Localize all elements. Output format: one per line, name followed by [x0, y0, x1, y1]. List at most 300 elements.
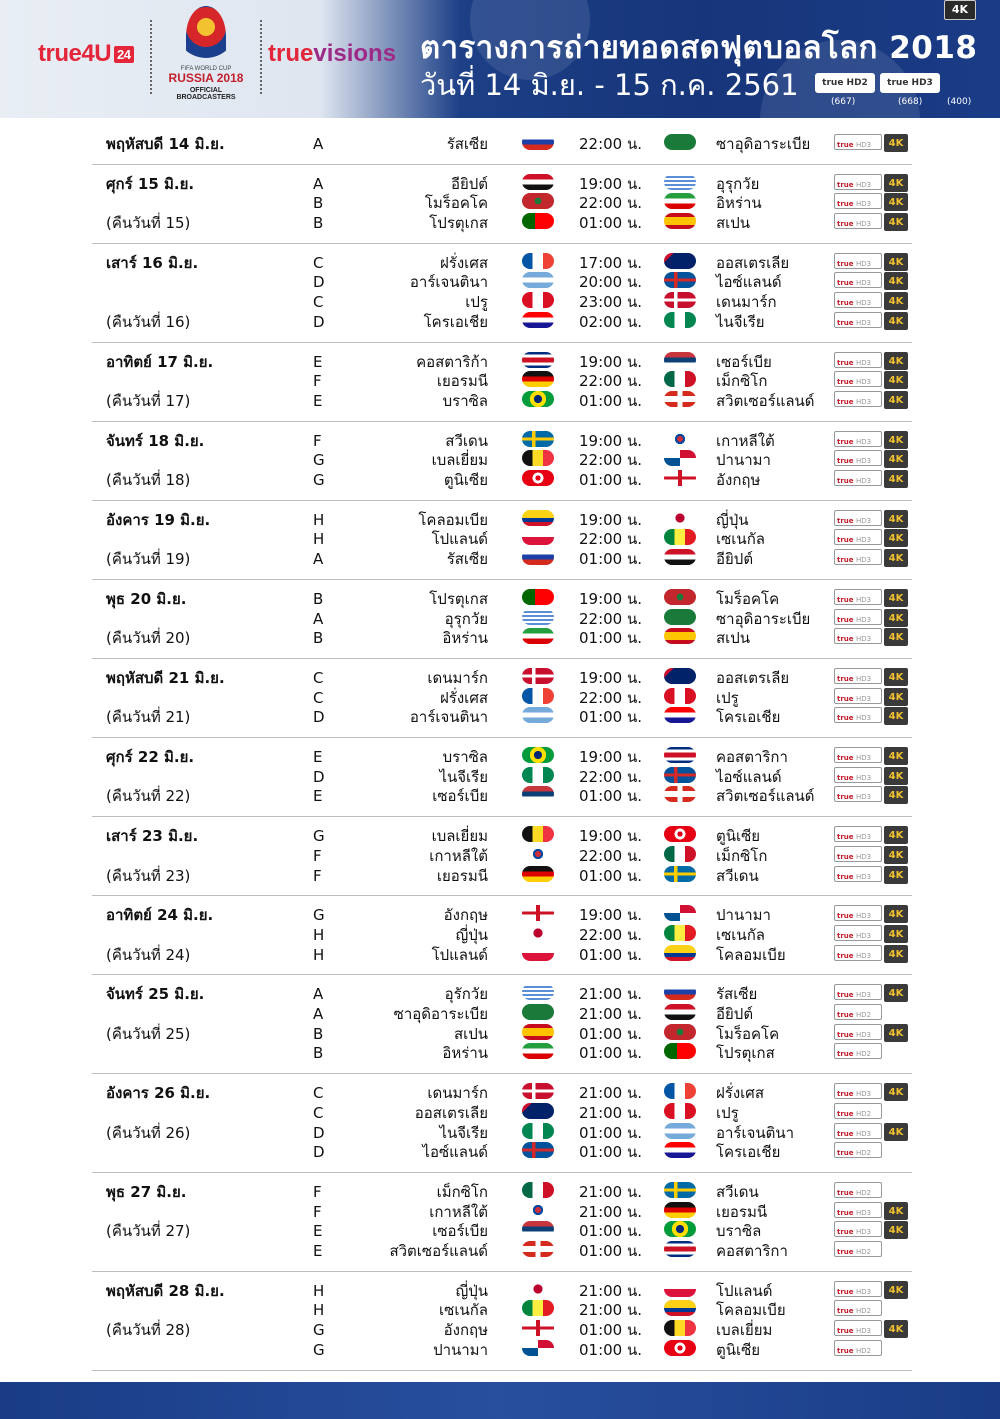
kickoff-time: 01:00 น.	[579, 629, 643, 648]
group-letter: F	[313, 866, 322, 885]
england-flag-icon	[664, 470, 696, 486]
channel-code: HD3	[855, 200, 872, 209]
channel-brand: true	[837, 397, 854, 406]
kickoff-time: 22:00 น.	[579, 609, 643, 628]
group-letter: C	[313, 688, 324, 707]
france-flag-icon	[522, 253, 554, 269]
kickoff-time: 01:00 น.	[579, 1143, 643, 1162]
kickoff-time: 22:00 น.	[579, 372, 643, 391]
away-team: ออสเตรเลีย	[716, 669, 790, 687]
match-row	[92, 312, 912, 332]
channel-4k-icon: 4K	[884, 213, 908, 231]
portugal-flag-icon	[664, 1043, 696, 1059]
match-row	[92, 174, 912, 194]
kickoff-time: 21:00 น.	[579, 1281, 643, 1300]
belgium-flag-icon	[664, 1320, 696, 1336]
kickoff-time: 19:00 น.	[579, 827, 643, 846]
away-team: ญี่ปุ่น	[716, 510, 749, 529]
channel-4k-icon: 4K	[884, 549, 908, 567]
home-team: อียิปต์	[450, 174, 488, 193]
kickoff-time: 21:00 น.	[579, 1005, 643, 1024]
poland-flag-icon	[664, 1281, 696, 1297]
home-team: สเปน	[453, 1024, 488, 1043]
match-row	[92, 371, 912, 391]
match-row	[92, 707, 912, 727]
match-row	[92, 628, 912, 648]
spain-flag-icon	[664, 628, 696, 644]
group-letter: D	[313, 1143, 325, 1162]
argentina-flag-icon	[522, 272, 554, 288]
away-team: เม็กซิโก	[716, 846, 768, 865]
home-team: ไอซ์แลนด์	[422, 1143, 488, 1162]
match-row	[92, 1182, 912, 1202]
group-letter: F	[313, 372, 322, 391]
channel-4k-icon: 4K	[884, 529, 908, 547]
channel-4k-icon: 4K	[884, 312, 908, 330]
home-team: รัสเซีย	[446, 550, 488, 569]
day-block	[92, 741, 912, 817]
away-team: สวีเดน	[716, 866, 759, 885]
group-letter: B	[313, 1044, 324, 1063]
channel-4k-icon: 4K	[884, 866, 908, 884]
channel-4k-icon: 4K	[884, 707, 908, 725]
channel-code: HD3	[855, 1090, 872, 1099]
colombia-flag-icon	[664, 1300, 696, 1316]
away-team: โปรตุเกส	[716, 1044, 775, 1063]
channel-brand: true	[837, 635, 854, 644]
kickoff-time: 22:00 น.	[579, 688, 643, 707]
channel-code: HD2	[855, 1149, 872, 1158]
channel-code: HD3	[855, 694, 872, 703]
channel-code: HD3	[855, 437, 872, 446]
channel-4k-icon: 4K	[884, 767, 908, 785]
night-note: (คืนวันที่ 26)	[106, 1123, 191, 1142]
peru-flag-icon	[522, 292, 554, 308]
channel-code: HD3	[855, 951, 872, 960]
group-letter: B	[313, 1024, 324, 1043]
channel-code: HD3	[855, 358, 872, 367]
away-team: ออสเตรเลีย	[716, 253, 790, 272]
denmark-flag-icon	[664, 292, 696, 308]
serbia-flag-icon	[664, 352, 696, 368]
match-date: อังคาร 19 มิ.ย.	[106, 510, 211, 529]
kickoff-time: 22:00 น.	[579, 530, 643, 549]
match-row	[92, 431, 912, 451]
channel-hd3-icon	[834, 945, 882, 961]
match-row	[92, 826, 912, 846]
match-row	[92, 1202, 912, 1222]
egypt-flag-icon	[522, 174, 554, 190]
day-block	[92, 128, 912, 165]
channel-hd3-icon	[834, 391, 882, 407]
channel-code: HD3	[855, 477, 872, 486]
morocco-flag-icon	[664, 589, 696, 605]
channel-badge-4k: 4K	[944, 0, 976, 20]
night-note: (คืนวันที่ 20)	[106, 629, 191, 648]
kickoff-time: 23:00 น.	[579, 293, 643, 312]
channel-4k-icon: 4K	[884, 1221, 908, 1239]
channel-code: HD3	[855, 457, 872, 466]
denmark-flag-icon	[522, 668, 554, 684]
channel-brand: true	[837, 556, 854, 565]
match-row	[92, 866, 912, 886]
away-team: เซเนกัล	[716, 925, 765, 944]
channel-hd2-icon	[834, 1103, 882, 1119]
iceland-flag-icon	[664, 272, 696, 288]
group-letter: A	[313, 609, 324, 628]
channel-hd2-icon	[834, 1004, 882, 1020]
channel-hd3-icon	[834, 786, 882, 802]
day-block	[92, 978, 912, 1074]
match-row	[92, 1281, 912, 1301]
match-date: ศุกร์ 22 มิ.ย.	[106, 748, 195, 767]
group-letter: G	[313, 451, 325, 470]
away-team: คอสตาริกา	[716, 748, 788, 767]
kickoff-time: 22:00 น.	[579, 451, 643, 470]
day-block	[92, 1077, 912, 1173]
channel-4k-icon: 4K	[884, 747, 908, 765]
group-letter: D	[313, 312, 325, 331]
away-team: โมร็อคโค	[716, 589, 780, 608]
match-row	[92, 609, 912, 629]
group-letter: A	[313, 550, 324, 569]
channel-4k-icon: 4K	[884, 1202, 908, 1220]
germany-flag-icon	[522, 866, 554, 882]
night-note: (คืนวันที่ 18)	[106, 471, 191, 490]
poland-flag-icon	[522, 945, 554, 961]
away-team: ปานามา	[716, 451, 771, 470]
channel-code: HD3	[855, 397, 872, 406]
channel-brand: true	[837, 615, 854, 624]
header-banner	[0, 0, 1000, 118]
home-team: เซอร์เบีย	[432, 1222, 488, 1241]
home-team: เยอรมนี	[436, 866, 488, 885]
home-team: ญี่ปุ่น	[455, 1281, 488, 1300]
group-letter: H	[313, 530, 325, 549]
sweden-flag-icon	[522, 431, 554, 447]
kickoff-time: 19:00 น.	[579, 589, 643, 608]
channel-number: (667)	[831, 97, 856, 107]
russia-flag-icon	[522, 549, 554, 565]
channel-code: HD3	[855, 259, 872, 268]
match-date: พฤหัสบดี 21 มิ.ย.	[106, 669, 225, 687]
channel-brand: true	[837, 872, 854, 881]
russia-flag-icon	[664, 984, 696, 1000]
group-letter: E	[313, 391, 323, 410]
away-team: ปานามา	[716, 906, 771, 925]
match-row	[92, 1340, 912, 1360]
away-team: อาร์เจนตินา	[716, 1123, 795, 1142]
channel-hd3-icon	[834, 668, 882, 684]
away-team: ตูนิเซีย	[716, 1340, 761, 1359]
group-letter: G	[313, 471, 325, 490]
group-letter: A	[313, 174, 324, 193]
channel-code: HD3	[855, 556, 872, 565]
away-team: ไอซ์แลนด์	[716, 273, 782, 292]
channel-hd3-icon	[834, 628, 882, 644]
channel-4k-icon: 4K	[884, 510, 908, 528]
iran-flag-icon	[522, 1043, 554, 1059]
channel-brand: true	[837, 852, 854, 861]
home-team: อาร์เจนตินา	[409, 273, 488, 292]
away-team: เบลเยี่ยม	[716, 1321, 773, 1340]
channel-code: HD3	[855, 833, 872, 842]
match-row	[92, 767, 912, 787]
channel-code: HD3	[855, 675, 872, 683]
night-note: (คืนวันที่ 23)	[106, 866, 191, 885]
match-row	[92, 391, 912, 411]
home-team: เดนมาร์ก	[427, 669, 488, 687]
channel-4k-icon: 4K	[884, 193, 908, 211]
kickoff-time: 01:00 น.	[579, 708, 643, 727]
group-letter: C	[313, 293, 324, 312]
match-row	[92, 1142, 912, 1162]
away-team: อังกฤษ	[716, 471, 761, 490]
night-note: (คืนวันที่ 19)	[106, 550, 191, 569]
channel-4k-icon: 4K	[884, 1024, 908, 1042]
match-date: อาทิตย์ 17 มิ.ย.	[106, 352, 214, 371]
kickoff-time: 19:00 น.	[579, 174, 643, 193]
channel-hd3-icon	[834, 1281, 882, 1297]
kickoff-time: 01:00 น.	[579, 787, 643, 806]
channel-code: HD3	[855, 852, 872, 861]
home-team: บราซิล	[442, 391, 488, 410]
home-team: โปแลนด์	[431, 530, 488, 549]
brazil-flag-icon	[522, 747, 554, 763]
home-team: บราซิล	[442, 748, 488, 767]
group-letter: D	[313, 708, 325, 727]
night-note: (คืนวันที่ 21)	[106, 708, 191, 727]
home-team: ฝรั่งเศส	[440, 253, 488, 272]
spain-flag-icon	[664, 213, 696, 229]
kickoff-time: 19:00 น.	[579, 748, 643, 767]
night-note: (คืนวันที่ 22)	[106, 787, 191, 806]
group-letter: A	[313, 135, 324, 153]
channel-brand: true	[837, 1109, 854, 1118]
channel-4k-icon: 4K	[884, 134, 908, 152]
channel-code: HD3	[855, 635, 872, 644]
kickoff-time: 22:00 น.	[579, 194, 643, 213]
home-team: ตูนิเซีย	[443, 471, 488, 490]
channel-hd3-icon	[834, 450, 882, 466]
channel-hd3-icon	[834, 767, 882, 783]
channel-4k-icon: 4K	[884, 628, 908, 646]
kickoff-time: 01:00 น.	[579, 391, 643, 410]
channel-code: HD3	[855, 754, 872, 763]
channel-hd3-icon	[834, 292, 882, 308]
group-letter: E	[313, 1222, 323, 1241]
away-team: สวิตเซอร์แลนด์	[716, 391, 815, 410]
home-team: เกาหลีใต้	[429, 846, 488, 865]
costarica-flag-icon	[522, 352, 554, 368]
match-row	[92, 193, 912, 213]
home-team: ปานามา	[433, 1340, 488, 1359]
day-block	[92, 583, 912, 659]
channel-brand: true	[837, 220, 854, 229]
england-flag-icon	[522, 1320, 554, 1336]
channel-4k-icon: 4K	[884, 272, 908, 290]
away-team: ไนจีเรีย	[716, 312, 765, 331]
home-team: รัสเซีย	[446, 135, 488, 153]
match-row	[92, 1241, 912, 1261]
germany-flag-icon	[664, 1202, 696, 1218]
channel-hd2-icon	[834, 1241, 882, 1257]
channel-code: HD3	[855, 141, 872, 149]
channel-code: HD3	[855, 1327, 872, 1336]
match-row	[92, 450, 912, 470]
home-team: ออสเตรเลีย	[414, 1103, 488, 1122]
day-block	[92, 1176, 912, 1272]
channel-4k-icon: 4K	[884, 925, 908, 943]
kickoff-time: 19:00 น.	[579, 431, 643, 450]
channel-brand: true	[837, 773, 854, 782]
swiss-flag-icon	[522, 1241, 554, 1257]
day-block	[92, 346, 912, 422]
channel-brand: true	[837, 1287, 854, 1296]
channel-code: HD2	[855, 1050, 872, 1059]
away-team: ซาอุดิอาระเบีย	[716, 135, 811, 153]
away-team: โคลอมเบีย	[716, 1301, 786, 1320]
home-team: สวิตเซอร์แลนด์	[389, 1242, 488, 1261]
match-row	[92, 253, 912, 273]
match-row	[92, 786, 912, 806]
channel-4k-icon: 4K	[884, 431, 908, 449]
kickoff-time: 22:00 น.	[579, 925, 643, 944]
channel-brand: true	[837, 457, 854, 466]
saudi-flag-icon	[664, 134, 696, 150]
group-letter: G	[313, 906, 325, 925]
kickoff-time: 19:00 น.	[579, 669, 643, 687]
match-row	[92, 292, 912, 312]
kickoff-time: 01:00 น.	[579, 1044, 643, 1063]
kickoff-time: 19:00 น.	[579, 352, 643, 371]
away-team: สเปน	[716, 629, 751, 648]
morocco-flag-icon	[664, 1024, 696, 1040]
channel-brand: true	[837, 318, 854, 327]
match-row	[92, 925, 912, 945]
away-team: คอสตาริกา	[716, 1242, 788, 1261]
kickoff-time: 01:00 น.	[579, 214, 643, 233]
channel-hd3-icon	[834, 134, 882, 150]
channel-4k-icon: 4K	[884, 1083, 908, 1101]
channel-brand: true	[837, 141, 854, 149]
home-team: เบลเยี่ยม	[431, 827, 488, 846]
away-team: เยอรมนี	[716, 1202, 768, 1221]
home-team: สวีเดน	[445, 431, 488, 450]
channel-code: HD3	[855, 1287, 872, 1296]
croatia-flag-icon	[664, 707, 696, 723]
channel-code: HD3	[855, 615, 872, 624]
kickoff-time: 01:00 น.	[579, 1024, 643, 1043]
kickoff-time: 19:00 น.	[579, 906, 643, 925]
channel-4k-icon: 4K	[884, 371, 908, 389]
channel-brand: true	[837, 1149, 854, 1158]
channel-hd2-icon	[834, 1340, 882, 1356]
channel-brand: true	[837, 595, 854, 604]
match-row	[92, 1123, 912, 1143]
germany-flag-icon	[522, 371, 554, 387]
channel-4k-icon: 4K	[884, 292, 908, 310]
home-team: เปรู	[465, 293, 488, 312]
away-team: ไอซ์แลนด์	[716, 767, 782, 786]
away-team: สวีเดน	[716, 1183, 759, 1201]
channel-4k-icon: 4K	[884, 253, 908, 271]
group-letter: H	[313, 1281, 325, 1300]
france-flag-icon	[664, 1083, 696, 1099]
channel-code: HD3	[855, 516, 872, 525]
home-team: อิหร่าน	[442, 1044, 488, 1063]
channel-brand: true	[837, 200, 854, 209]
channel-hd3-icon	[834, 1320, 882, 1336]
nigeria-flag-icon	[664, 312, 696, 328]
home-team: อิหร่าน	[442, 629, 488, 648]
channel-brand: true	[837, 1228, 854, 1237]
home-team: เดนมาร์ก	[427, 1084, 488, 1103]
channel-4k-icon: 4K	[884, 786, 908, 804]
match-date: พุธ 27 มิ.ย.	[106, 1183, 187, 1201]
day-block	[92, 899, 912, 975]
channel-hd3-icon	[834, 510, 882, 526]
match-row	[92, 213, 912, 233]
channel-4k-icon: 4K	[884, 391, 908, 409]
panama-flag-icon	[522, 1340, 554, 1356]
channel-code: HD2	[855, 1346, 872, 1355]
channel-brand: true	[837, 1050, 854, 1059]
kickoff-time: 01:00 น.	[579, 1123, 643, 1142]
home-team: โมร็อคโค	[424, 194, 488, 213]
channel-brand: true	[837, 714, 854, 723]
kickoff-time: 17:00 น.	[579, 253, 643, 272]
night-note: (คืนวันที่ 15)	[106, 214, 191, 233]
channel-4k-icon: 4K	[884, 945, 908, 963]
group-letter: H	[313, 925, 325, 944]
true4u-logo: true4U 24	[38, 40, 134, 68]
group-letter: G	[313, 1321, 325, 1340]
home-team: อังกฤษ	[443, 1321, 488, 1340]
group-letter: A	[313, 1005, 324, 1024]
kickoff-time: 01:00 น.	[579, 1222, 643, 1241]
channel-code: HD3	[855, 1030, 872, 1039]
away-team: อียิปต์	[716, 1005, 754, 1024]
match-row	[92, 688, 912, 708]
kickoff-time: 21:00 น.	[579, 1202, 643, 1221]
channel-brand: true	[837, 931, 854, 940]
channel-hd3-icon	[834, 747, 882, 763]
truevisions-logo: truevisions	[268, 40, 397, 67]
channel-code: HD3	[855, 595, 872, 604]
channel-4k-icon: 4K	[884, 688, 908, 706]
match-row	[92, 134, 912, 154]
channel-code: HD3	[855, 220, 872, 229]
kickoff-time: 21:00 น.	[579, 1183, 643, 1201]
senegal-flag-icon	[522, 1300, 554, 1316]
group-letter: E	[313, 748, 323, 767]
channel-4k-icon: 4K	[884, 1123, 908, 1141]
day-block	[92, 1275, 912, 1371]
match-row	[92, 1320, 912, 1340]
kickoff-time: 01:00 น.	[579, 1340, 643, 1359]
channel-4k-icon: 4K	[884, 1320, 908, 1338]
night-note: (คืนวันที่ 16)	[106, 312, 191, 331]
channel-code: HD2	[855, 1307, 872, 1316]
peru-flag-icon	[664, 1103, 696, 1119]
channel-brand: true	[837, 299, 854, 308]
channel-brand: true	[837, 951, 854, 960]
channel-hd2-icon	[834, 1300, 882, 1316]
channel-brand: true	[837, 180, 854, 189]
channel-hd3-icon	[834, 925, 882, 941]
night-note: (คืนวันที่ 24)	[106, 945, 191, 964]
